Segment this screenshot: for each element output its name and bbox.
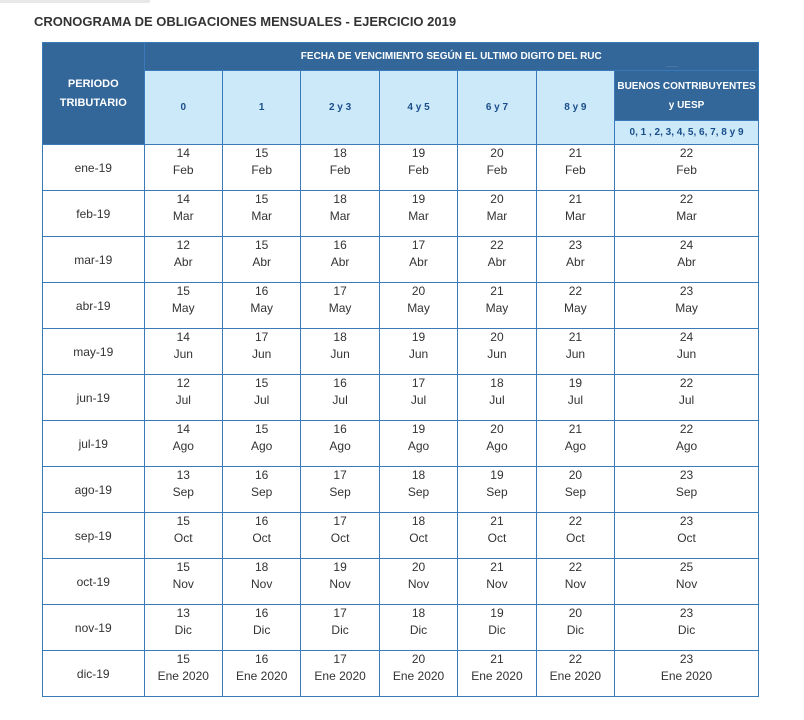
date-cell	[536, 375, 614, 421]
date-day: 20	[411, 560, 426, 574]
date-month: Feb	[408, 163, 429, 177]
period-cell: feb-19	[43, 191, 145, 237]
date-cell	[615, 559, 759, 605]
date-cell	[615, 283, 759, 329]
period-cell: ene-19	[43, 145, 145, 191]
date-day: 12	[176, 376, 190, 390]
date-month: May	[407, 301, 430, 315]
date-day: 17	[333, 652, 347, 666]
date-month: Jul	[332, 393, 348, 407]
date-cell	[458, 651, 536, 697]
date-day: 22	[679, 146, 694, 160]
date-cell	[222, 191, 300, 237]
date-day: 18	[333, 146, 347, 160]
date-day: 20	[490, 146, 504, 160]
period-cell: mar-19	[43, 237, 145, 283]
date-day: 19	[568, 376, 583, 390]
date-month: Ene 2020	[235, 669, 288, 683]
date-month: Abr	[677, 255, 696, 269]
date-cell	[536, 283, 614, 329]
date-cell	[301, 191, 379, 237]
date-day: 23	[679, 284, 694, 298]
date-cell	[222, 559, 300, 605]
date-day: 16	[255, 468, 269, 482]
date-month: Feb	[251, 163, 273, 177]
date-cell	[458, 605, 536, 651]
date-month: Abr	[566, 255, 585, 269]
table-row	[43, 145, 759, 191]
date-day: 18	[333, 192, 347, 206]
date-cell	[615, 605, 759, 651]
date-day: 18	[490, 376, 504, 390]
date-day: 14	[176, 422, 190, 436]
date-cell	[536, 421, 614, 467]
date-cell	[144, 283, 222, 329]
table-row	[43, 559, 759, 605]
period-cell: jul-19	[43, 421, 145, 467]
date-month: Ene 2020	[471, 669, 523, 683]
date-cell	[536, 145, 614, 191]
date-cell	[301, 513, 379, 559]
date-cell	[458, 145, 536, 191]
periodo-header-line2: TRIBUTARIO	[59, 96, 127, 109]
date-cell	[222, 237, 300, 283]
date-month: Ene 2020	[660, 669, 713, 683]
date-month: Ago	[675, 439, 698, 453]
date-cell	[222, 605, 300, 651]
date-month: Jun	[487, 347, 507, 361]
date-cell	[144, 559, 222, 605]
date-day: 18	[411, 606, 426, 620]
table-row	[43, 375, 759, 421]
period-cell: jun-19	[43, 375, 145, 421]
date-cell	[144, 145, 222, 191]
date-cell	[222, 283, 300, 329]
date-cell	[379, 467, 457, 513]
date-cell	[615, 237, 759, 283]
date-month: Ene 2020	[157, 669, 209, 683]
date-day: 21	[490, 284, 504, 298]
date-day: 15	[255, 192, 269, 206]
date-month: Mar	[408, 209, 429, 223]
date-day: 21	[490, 652, 504, 666]
date-month: Nov	[564, 577, 587, 591]
date-cell	[301, 283, 379, 329]
date-month: Dic	[566, 623, 585, 637]
date-month: May	[675, 301, 698, 315]
date-day: 21	[490, 560, 504, 574]
date-month: Jul	[254, 393, 270, 407]
date-month: Ago	[564, 439, 587, 453]
date-day: 21	[490, 514, 504, 528]
date-cell	[536, 191, 614, 237]
table-row	[43, 191, 759, 237]
date-month: May	[250, 301, 274, 315]
date-day: 23	[679, 652, 694, 666]
period-cell: ago-19	[43, 467, 145, 513]
date-month: Jul	[489, 393, 505, 407]
date-day: 24	[679, 238, 694, 252]
date-month: Sep	[675, 485, 698, 499]
date-day: 16	[333, 376, 347, 390]
date-day: 17	[333, 514, 347, 528]
table-row	[43, 467, 759, 513]
date-day: 19	[333, 560, 347, 574]
date-day: 21	[568, 330, 583, 344]
date-day: 22	[490, 238, 504, 252]
date-day: 15	[255, 422, 269, 436]
date-day: 19	[490, 468, 504, 482]
date-month: Sep	[172, 485, 194, 499]
date-day: 20	[568, 606, 583, 620]
date-month: Jun	[676, 347, 697, 361]
date-day: 22	[568, 514, 583, 528]
date-cell	[301, 237, 379, 283]
period-cell: sep-19	[43, 513, 145, 559]
date-month: Feb	[486, 163, 508, 177]
date-cell	[379, 375, 457, 421]
date-cell	[222, 651, 300, 697]
period-cell: oct-19	[43, 559, 145, 605]
digit-header-2-3: 2 y 3	[301, 71, 379, 145]
date-day: 20	[411, 652, 426, 666]
date-cell	[458, 191, 536, 237]
date-cell	[222, 329, 300, 375]
date-month: Dic	[331, 623, 349, 637]
date-month: Oct	[566, 531, 585, 545]
date-day: 21	[568, 422, 583, 436]
date-month: Mar	[172, 209, 194, 223]
page-title: CRONOGRAMA DE OBLIGACIONES MENSUALES - EJERCICIO 2019	[34, 14, 457, 29]
digit-header-6-7: 6 y 7	[458, 71, 536, 145]
digit-header-1: 1	[222, 71, 300, 145]
date-day: 16	[255, 652, 269, 666]
date-cell	[222, 375, 300, 421]
date-day: 23	[568, 238, 583, 252]
date-month: Dic	[409, 623, 428, 637]
date-month: May	[171, 301, 195, 315]
date-cell	[615, 513, 759, 559]
date-cell	[301, 467, 379, 513]
date-cell	[379, 145, 457, 191]
date-cell	[144, 375, 222, 421]
date-month: Jun	[252, 347, 272, 361]
date-day: 23	[679, 514, 694, 528]
date-cell	[458, 237, 536, 283]
date-month: Nov	[486, 577, 508, 591]
date-day: 19	[490, 606, 504, 620]
date-month: Jul	[410, 393, 427, 407]
date-day: 15	[255, 376, 269, 390]
table-row	[43, 237, 759, 283]
faint-mark: ------	[666, 64, 678, 70]
date-day: 22	[568, 560, 583, 574]
date-cell	[615, 329, 759, 375]
date-day: 13	[176, 606, 190, 620]
date-cell	[144, 467, 222, 513]
date-day: 15	[176, 284, 190, 298]
cronograma-table	[42, 42, 759, 697]
period-cell: may-19	[43, 329, 145, 375]
date-month: Jul	[678, 393, 695, 407]
date-cell	[144, 329, 222, 375]
date-cell	[536, 513, 614, 559]
table-row	[43, 513, 759, 559]
date-cell	[222, 467, 300, 513]
date-cell	[144, 237, 222, 283]
date-month: Oct	[252, 531, 272, 545]
date-cell	[222, 145, 300, 191]
date-month: Oct	[487, 531, 507, 545]
date-day: 19	[411, 330, 426, 344]
date-day: 16	[333, 238, 347, 252]
date-day: 20	[490, 192, 504, 206]
date-day: 15	[176, 652, 190, 666]
date-month: Abr	[173, 255, 193, 269]
date-month: Ene 2020	[314, 669, 366, 683]
date-month: Oct	[409, 531, 428, 545]
fecha-vencimiento-label: FECHA DE VENCIMIENTO SEGÚN EL ULTIMO DIGITO DEL RUC	[300, 51, 602, 62]
date-month: Nov	[675, 577, 698, 591]
date-cell	[144, 605, 222, 651]
date-month: Dic	[253, 623, 271, 637]
date-cell	[615, 421, 759, 467]
date-month: Mar	[486, 209, 508, 223]
date-cell	[615, 375, 759, 421]
date-day: 22	[679, 376, 694, 390]
date-day: 19	[411, 192, 426, 206]
buenos-digits-header: 0, 1 , 2, 3, 4, 5, 6, 7, 8 y 9	[615, 121, 759, 145]
date-month: May	[328, 301, 352, 315]
date-day: 17	[411, 376, 426, 390]
date-cell	[615, 651, 759, 697]
date-day: 14	[176, 146, 190, 160]
date-cell	[379, 191, 457, 237]
date-month: Ago	[407, 439, 430, 453]
period-cell: dic-19	[43, 651, 145, 697]
date-day: 18	[333, 330, 347, 344]
date-cell	[301, 145, 379, 191]
date-month: Ago	[486, 439, 508, 453]
date-cell	[536, 329, 614, 375]
buenos-contribuyentes-header	[615, 71, 759, 121]
date-month: Dic	[488, 623, 506, 637]
digit-header-4-5: 4 y 5	[379, 71, 457, 145]
table-row	[43, 329, 759, 375]
date-cell	[458, 283, 536, 329]
date-cell	[536, 651, 614, 697]
date-day: 22	[679, 422, 694, 436]
buenos-line2: y UESP	[668, 99, 705, 111]
date-cell	[301, 651, 379, 697]
date-day: 22	[679, 192, 694, 206]
digit-header-8-9: 8 y 9	[536, 71, 614, 145]
date-month: Jun	[408, 347, 429, 361]
date-day: 15	[255, 238, 269, 252]
digit-header-0: 0	[144, 71, 222, 145]
table-row	[43, 651, 759, 697]
date-day: 16	[333, 422, 347, 436]
date-cell	[536, 559, 614, 605]
date-month: Mar	[329, 209, 351, 223]
date-day: 17	[411, 238, 426, 252]
date-day: 14	[176, 330, 190, 344]
date-month: Abr	[330, 255, 350, 269]
date-cell	[458, 329, 536, 375]
date-cell	[144, 191, 222, 237]
date-month: Jun	[330, 347, 350, 361]
date-month: May	[564, 301, 587, 315]
date-month: Dic	[174, 623, 192, 637]
date-day: 21	[568, 146, 583, 160]
date-cell	[615, 145, 759, 191]
date-month: Jun	[173, 347, 193, 361]
date-month: Ago	[172, 439, 194, 453]
date-day: 16	[255, 606, 269, 620]
date-month: Oct	[677, 531, 696, 545]
date-month: Mar	[251, 209, 273, 223]
date-month: Jul	[175, 393, 191, 407]
date-day: 16	[255, 514, 269, 528]
date-day: 20	[411, 284, 426, 298]
date-day: 16	[255, 284, 269, 298]
date-day: 17	[255, 330, 269, 344]
date-day: 14	[176, 192, 190, 206]
date-cell	[222, 421, 300, 467]
date-month: Ago	[251, 439, 273, 453]
date-month: Sep	[251, 485, 273, 499]
date-month: Dic	[677, 623, 696, 637]
date-day: 12	[176, 238, 190, 252]
period-cell: abr-19	[43, 283, 145, 329]
date-cell	[379, 651, 457, 697]
date-month: Oct	[173, 531, 193, 545]
date-cell	[144, 421, 222, 467]
date-month: Ene 2020	[392, 669, 445, 683]
date-day: 21	[568, 192, 583, 206]
date-cell	[379, 421, 457, 467]
date-month: Nov	[251, 577, 273, 591]
date-day: 20	[490, 422, 504, 436]
date-month: Jul	[567, 393, 584, 407]
date-month: Oct	[330, 531, 350, 545]
date-month: Ene 2020	[549, 669, 602, 683]
date-cell	[615, 191, 759, 237]
date-cell	[458, 559, 536, 605]
date-cell	[144, 513, 222, 559]
date-day: 15	[176, 514, 190, 528]
date-month: Jun	[565, 347, 586, 361]
date-day: 15	[255, 146, 269, 160]
periodo-header-line1: PERIODO	[67, 77, 119, 90]
date-day: 19	[411, 146, 426, 160]
date-month: Nov	[172, 577, 194, 591]
date-day: 19	[411, 422, 426, 436]
date-cell	[301, 375, 379, 421]
table-row	[43, 283, 759, 329]
date-cell	[615, 467, 759, 513]
date-cell	[379, 329, 457, 375]
date-cell	[379, 283, 457, 329]
date-month: Sep	[564, 485, 587, 499]
date-day: 13	[176, 468, 190, 482]
date-month: Ago	[329, 439, 351, 453]
date-day: 24	[679, 330, 694, 344]
date-day: 20	[490, 330, 504, 344]
table-row	[43, 421, 759, 467]
date-day: 17	[333, 284, 347, 298]
period-cell: nov-19	[43, 605, 145, 651]
date-month: Feb	[565, 163, 586, 177]
date-cell	[536, 467, 614, 513]
date-cell	[536, 605, 614, 651]
top-stub-bar	[0, 0, 150, 3]
date-day: 25	[679, 560, 694, 574]
date-cell	[458, 421, 536, 467]
date-day: 17	[333, 468, 347, 482]
date-cell	[458, 375, 536, 421]
date-day: 22	[568, 652, 583, 666]
date-month: Mar	[565, 209, 586, 223]
buenos-line1: BUENOS CONTRIBUYENTES	[617, 80, 756, 92]
date-month: Feb	[172, 163, 194, 177]
date-month: Feb	[329, 163, 351, 177]
date-cell	[379, 559, 457, 605]
date-day: 17	[333, 606, 347, 620]
date-cell	[301, 605, 379, 651]
date-day: 15	[176, 560, 190, 574]
date-cell	[301, 559, 379, 605]
fecha-vencimiento-header	[144, 43, 758, 71]
date-day: 18	[255, 560, 269, 574]
date-month: Sep	[329, 485, 351, 499]
date-month: Nov	[407, 577, 430, 591]
date-cell	[222, 513, 300, 559]
date-day: 22	[568, 284, 583, 298]
date-day: 23	[679, 468, 694, 482]
date-month: Mar	[676, 209, 697, 223]
cronograma-body	[43, 145, 759, 697]
date-cell	[536, 237, 614, 283]
date-cell	[379, 513, 457, 559]
date-day: 18	[411, 468, 426, 482]
date-month: Nov	[329, 577, 351, 591]
periodo-header	[43, 43, 145, 145]
date-cell	[144, 651, 222, 697]
date-cell	[301, 421, 379, 467]
date-month: Abr	[487, 255, 507, 269]
date-cell	[301, 329, 379, 375]
date-month: May	[485, 301, 509, 315]
date-day: 20	[568, 468, 583, 482]
date-month: Abr	[252, 255, 272, 269]
date-cell	[458, 467, 536, 513]
date-month: Sep	[407, 485, 430, 499]
date-day: 23	[679, 606, 694, 620]
date-cell	[379, 605, 457, 651]
date-month: Sep	[486, 485, 508, 499]
table-row	[43, 605, 759, 651]
date-day: 18	[411, 514, 426, 528]
date-cell	[379, 237, 457, 283]
date-month: Abr	[409, 255, 428, 269]
date-cell	[458, 513, 536, 559]
date-month: Feb	[676, 163, 697, 177]
